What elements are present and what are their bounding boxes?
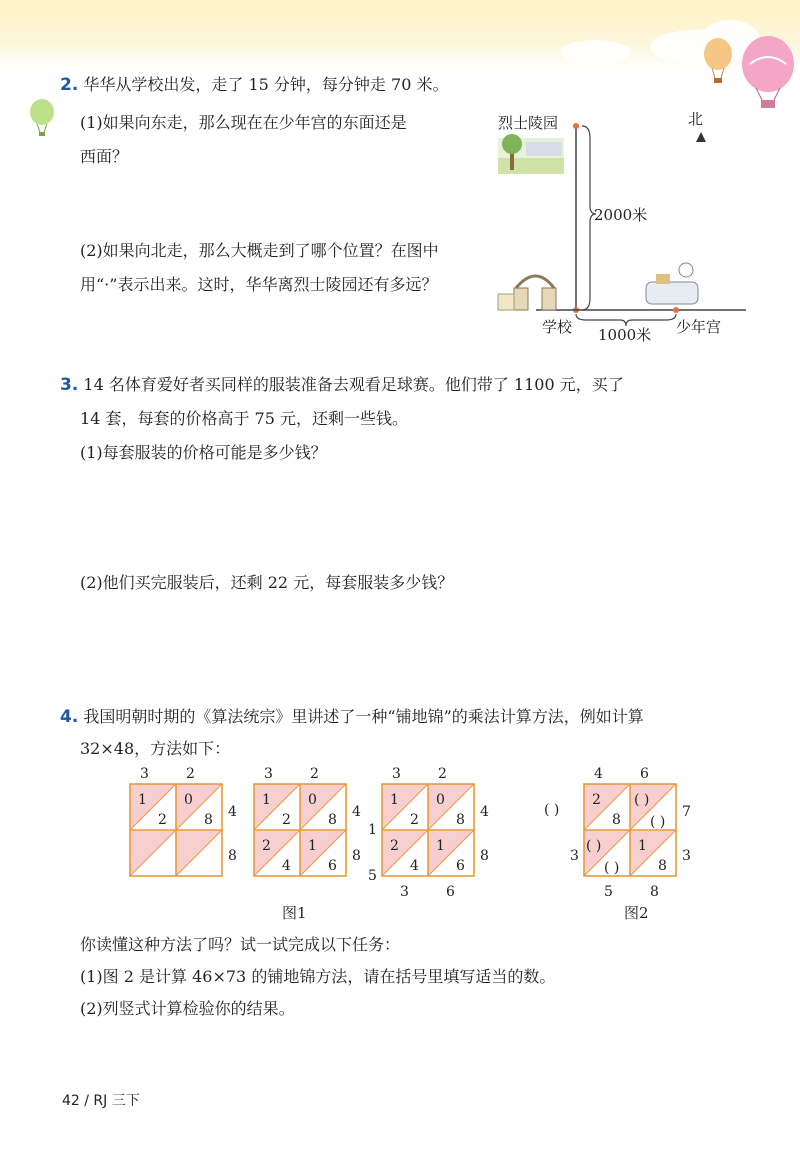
grid-number: 6 — [328, 858, 337, 874]
grid-number: 4 — [410, 858, 419, 874]
q2-part1-line2: 西面？ — [80, 147, 129, 166]
q4-number: 4. — [60, 707, 79, 727]
grid-number: 8 — [650, 884, 659, 900]
figure-1 — [120, 764, 500, 900]
youth-palace-icon — [646, 263, 698, 304]
map-diagram — [496, 118, 756, 328]
grid-number: 4 — [352, 804, 361, 820]
grid-step2 — [254, 766, 361, 876]
page-footer: 42 / RJ 三下 — [62, 1093, 140, 1109]
q2-part1-line1: (1)如果向东走，那么现在在少年宫的东面还是 — [80, 113, 407, 132]
grid-number: 8 — [658, 858, 667, 874]
grid-number: 2 — [390, 838, 399, 854]
grid-number: 2 — [592, 792, 601, 808]
grid-number: 1 — [390, 792, 399, 808]
small-balloon-icon — [26, 98, 62, 142]
q4-task1: (1)图 2 是计算 46×73 的铺地锦方法，请在括号里填写适当的数。 — [80, 967, 556, 986]
q2-text: 华华从学校出发，走了 15 分钟，每分钟走 70 米。 — [83, 75, 449, 94]
grid-number: 4 — [282, 858, 291, 874]
north-label: 北 — [688, 110, 704, 128]
grid-number: 5 — [368, 868, 377, 884]
school-gate-icon — [498, 276, 556, 310]
grid-number: 2 — [410, 812, 419, 828]
park-icon — [498, 134, 564, 174]
grid-number: 3 — [682, 848, 691, 864]
grid-number: 1 — [262, 792, 271, 808]
grid-step3 — [368, 766, 489, 900]
grid-number: 2 — [438, 766, 447, 782]
q2-number: 2. — [60, 75, 79, 95]
grid-number: 3 — [400, 884, 409, 900]
figure-2-label: 图2 — [624, 904, 649, 922]
grid-number: 2 — [262, 838, 271, 854]
grid-number: 0 — [308, 792, 317, 808]
balloon-icon — [690, 36, 800, 116]
grid-number: 8 — [204, 812, 213, 828]
grid-number: 1 — [436, 838, 445, 854]
grid-number: 6 — [446, 884, 455, 900]
grid-number: 0 — [436, 792, 445, 808]
grid-number: ( ) — [650, 814, 666, 830]
top-banner — [0, 0, 800, 70]
grid-number: 4 — [480, 804, 489, 820]
q2-part2-line1: (2)如果向北走，那么大概走到了哪个位置？在图中 — [80, 241, 439, 260]
youth-palace-label: 少年宫 — [676, 318, 722, 336]
grid-number: 0 — [184, 792, 193, 808]
q4-ask: 你读懂这种方法了吗？试一试完成以下任务： — [80, 935, 401, 954]
grid-number: 4 — [228, 804, 237, 820]
grid-number: 2 — [158, 812, 167, 828]
grid-number: ( ) — [634, 792, 650, 808]
figure-1-label: 图1 — [282, 904, 307, 922]
grid-number: 6 — [456, 858, 465, 874]
north-arrow-icon — [696, 132, 706, 142]
grid-number: 2 — [186, 766, 195, 782]
grid-number: 2 — [282, 812, 291, 828]
q4-stem — [60, 706, 644, 728]
grid-number: 7 — [682, 804, 691, 820]
park-label: 烈士陵园 — [498, 114, 559, 132]
grid-number: 8 — [456, 812, 465, 828]
distance-horizontal: 1000米 — [598, 326, 652, 344]
grid-number: 6 — [640, 766, 649, 782]
q3-stem — [60, 374, 624, 396]
q4-line1: 我国明朝时期的《算法统宗》里讲述了一种“铺地锦”的乘法计算方法，例如计算 — [83, 707, 644, 726]
grid-number: 8 — [612, 812, 621, 828]
grid-number: ( ) — [604, 860, 620, 876]
grid-number: 1 — [308, 838, 317, 854]
q3-line1: 14 名体育爱好者买同样的服装准备去观看足球赛。他们带了 1100 元，买了 — [83, 375, 624, 394]
grid-number: 4 — [594, 766, 603, 782]
grid-number: 8 — [228, 848, 237, 864]
grid-number: 3 — [264, 766, 273, 782]
figure-2 — [540, 764, 710, 900]
grid-number: ( ) — [544, 802, 560, 818]
grid-number: 1 — [368, 822, 377, 838]
distance-vertical: 2000米 — [594, 206, 648, 224]
grid-number: 2 — [310, 766, 319, 782]
q3-part1: (1)每套服装的价格可能是多少钱？ — [80, 443, 327, 462]
grid-number: 1 — [638, 838, 647, 854]
school-label: 学校 — [542, 318, 573, 336]
grid-number: ( ) — [586, 838, 602, 854]
grid-number: 3 — [140, 766, 149, 782]
grid-number: 8 — [480, 848, 489, 864]
q3-line2: 14 套，每套的价格高于 75 元，还剩一些钱。 — [80, 409, 408, 428]
q3-part2: (2)他们买完服装后，还剩 22 元，每套服装多少钱？ — [80, 573, 454, 592]
q4-task2: (2)列竖式计算检验你的结果。 — [80, 999, 295, 1018]
q2-stem — [60, 74, 448, 96]
grid-number: 5 — [604, 884, 613, 900]
grid-number: 3 — [392, 766, 401, 782]
grid-number: 8 — [352, 848, 361, 864]
q4-line2: 32×48，方法如下： — [80, 739, 231, 758]
q2-part2-line2: 用“·”表示出来。这时，华华离烈士陵园还有多远？ — [80, 275, 438, 294]
grid-number: 3 — [570, 848, 579, 864]
grid-step1 — [130, 766, 237, 876]
grid-number: 1 — [138, 792, 147, 808]
grid-number: 8 — [328, 812, 337, 828]
q3-number: 3. — [60, 375, 79, 395]
